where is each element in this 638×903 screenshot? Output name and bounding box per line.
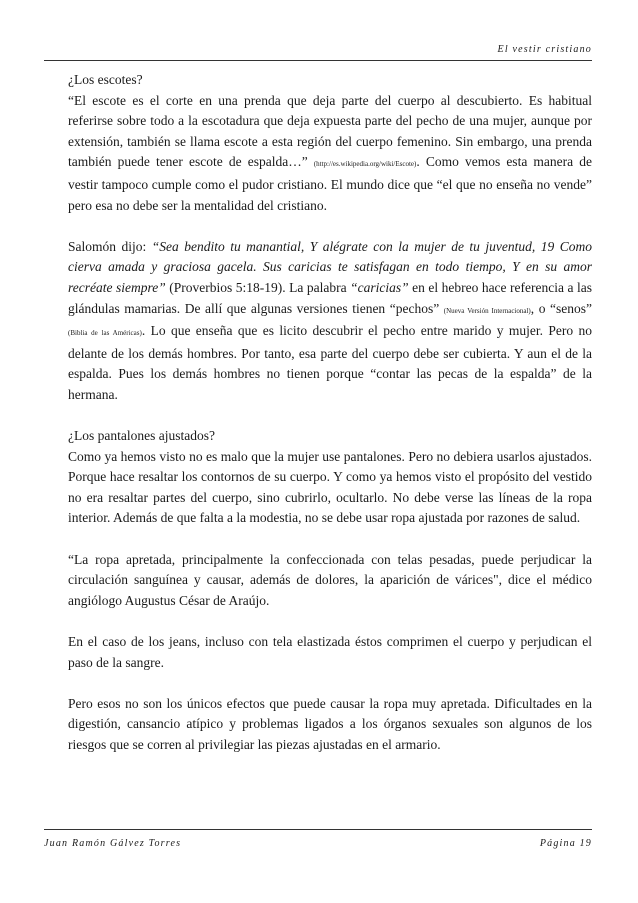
paragraph-salomon xyxy=(68,237,592,406)
source-note: (Biblia de las Américas) xyxy=(68,329,142,338)
paragraph-pantalones: Como ya hemos visto no es malo que la mujer use pantalones. Pero no debiera usarlos ajustados. Porque hace resaltar los contornos de su cuerpo. Y como ya hemos visto el propósito del vestido no era resaltar partes del cuerpo, sino cubrirlo, ocultarlo. No debe verse las líneas de la ropa interior. Además de que falta a la modestia, no se debe usar ropa ajustada por razones de salud. xyxy=(68,448,592,526)
paragraph-jeans: En el caso de los jeans, incluso con tela elastizada éstos comprimen el cuerpo y perjudican el paso de la sangre. xyxy=(68,634,592,670)
paragraph-escote-definition xyxy=(68,91,592,217)
paragraph-text: en el hebreo hace referencia a las glándulas mamarias. De allí que algunas versiones tienen “pechos” xyxy=(68,279,592,316)
paragraph-riesgos: Pero esos no son los únicos efectos que puede causar la ropa muy apretada. Dificultades en la digestión, cansancio atípico y problemas ligados a los órganos sexuales son algunos de los riesgos que se corren al privilegiar las piezas ajustadas en el armario. xyxy=(68,695,592,752)
wikipedia-link[interactable]: (http://es.wikipedia.org/wiki/Escote) xyxy=(313,160,417,169)
paragraph-ropa-apretada: “La ropa apretada, principalmente la confeccionada con telas pesadas, puede perjudicar la circulación sanguínea y causar, además de dolores, la aparición de várices", dice el médico angiólogo Augustus César de Araújo. xyxy=(68,551,592,608)
paragraph-text: . Lo que enseña que es licito descubrir el pecho entre marido y mujer. Pero no delante de los demás hombres. Por tanto, esa parte del cuerpo debe ser cubierta. Y aun el de la espalda. Pues los demás hombres no tienen porque “contar las pecas de la espalda” de la hermana. xyxy=(68,323,592,402)
bible-quote: “Sea bendito tu manantial, Y alégrate con la mujer de tu juventud, 19 Como cierva amada y graciosa gacela. Sus caricias te satisfagan en todo tiempo, Y en su amor recréate siempre” xyxy=(68,238,592,295)
section-heading-escotes: ¿Los escotes? xyxy=(68,72,143,87)
paragraph-text: Salomón dijo: xyxy=(68,238,152,254)
paragraph-text: (Proverbios 5:18-19). La palabra xyxy=(165,279,351,295)
page-number: Página 19 xyxy=(539,838,592,849)
running-header: El vestir cristiano xyxy=(497,44,592,55)
section-heading-pantalones: ¿Los pantalones ajustados? xyxy=(68,428,215,444)
header-rule xyxy=(44,60,592,61)
page-body xyxy=(68,70,592,776)
paragraph-text: . Como vemos esta manera de vestir tampoco cumple como el pudor cristiano. El mundo dice que “el que no enseña no vende” pero esa no debe ser la mentalidad del cristiano. xyxy=(68,154,592,213)
footer-author: Juan Ramón Gálvez Torres xyxy=(44,838,182,849)
source-note: (Nueva Versión Internacional) xyxy=(443,306,531,315)
footer-rule xyxy=(44,829,592,830)
quoted-word: “caricias” xyxy=(350,279,409,295)
paragraph-text: “El escote es el corte en una prenda que deja parte del cuerpo al descubierto. Es habitual referirse sobre todo a la escotadura que deja expuesta parte del pecho de una mujer, aunque por extensión, también se llama escote a esta región del cuerpo femenino. Sin embargo, una prenda también puede tener escote de espalda…” xyxy=(68,92,592,170)
paragraph-text: , o “senos” xyxy=(530,300,592,316)
